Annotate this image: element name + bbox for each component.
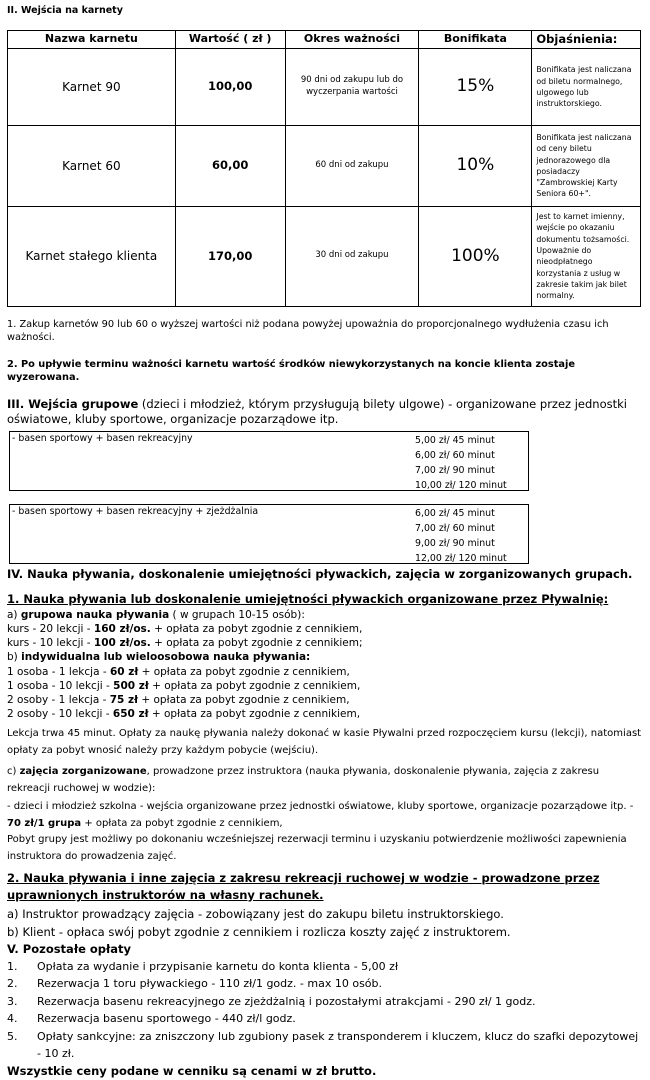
lesson-note: Lekcja trwa 45 minut. Opłaty za naukę pływania należy dokonać w kasie Pływalni przed rozpoczęciem kursu (lekcji), natomiast opłaty za pobyt wnosić należy przy każdym pobycie (wejściu). xyxy=(7,728,642,757)
item-text: , prowadzone przez instruktora (nauka pływania, doskonalenie pływania, zajęcia z zakresu rekreacji ruchowej w wodzie): xyxy=(7,766,600,794)
group-price: 7,00 zł/ 60 minut xyxy=(415,522,495,534)
pass-explanation: Jest to karnet imienny, wejście po okazaniu dokumentu tożsamości. Upoważnie do nieodpłatnego korzystania z usług w zakresie takim jak bilet normalny. xyxy=(532,206,641,306)
note-2: 2. Po upływie terminu ważności karnetu wartość środków niewykorzystanych na koncie klienta zostaje wyzerowana. xyxy=(7,359,576,384)
section-4-sub-2: 2. Nauka pływania i inne zajęcia z zakresu rekreacji ruchowej w wodzie - prowadzone przez uprawnionych instruktorów na własny rachunek. xyxy=(7,871,600,902)
item-text: + opłata za pobyt zgodnie z cennikiem, xyxy=(138,693,350,706)
group-price: 6,00 zł/ 45 minut xyxy=(415,507,495,519)
item-text: 1 osoba - 1 lekcja - xyxy=(7,665,110,678)
list-item xyxy=(7,622,642,636)
item-bold: grupowa nauka pływania xyxy=(20,608,170,621)
passes-table xyxy=(7,30,641,307)
final-note: Wszystkie ceny podane w cenniku są cenami w zł brutto. xyxy=(7,1063,377,1078)
instructor-notes xyxy=(7,906,642,941)
organized-classes xyxy=(7,764,642,797)
group-price: 5,00 zł/ 45 minut xyxy=(415,434,495,446)
item-text: 2 osoby - 10 lekcji - xyxy=(7,708,113,721)
table-header-row xyxy=(8,30,641,48)
list-item xyxy=(7,1010,642,1028)
item-text: Rezerwacja basenu rekreacyjnego ze zjeżdżalnią i pozostałymi atrakcjami - 290 zł/ 1 godz. xyxy=(37,994,536,1008)
pass-discount: 15% xyxy=(419,48,532,125)
pass-value: 170,00 xyxy=(175,206,285,306)
other-fees-list xyxy=(7,958,642,1063)
item-text: Rezerwacja 1 toru pływackiego - 110 zł/1 godz. - max 10 osób. xyxy=(37,977,383,991)
section-2-title: II. Wejścia na karnety xyxy=(7,5,123,16)
table-row xyxy=(8,206,641,306)
list-item xyxy=(7,608,642,622)
item-bold: indywidualna lub wieloosobowa nauka pływania: xyxy=(21,651,311,664)
organized-classes-item xyxy=(7,799,642,865)
pass-name: Karnet 90 xyxy=(8,48,176,125)
pass-value: 60,00 xyxy=(175,125,285,206)
list-item xyxy=(7,693,642,707)
header-discount: Bonifikata xyxy=(419,30,532,48)
section-5-title: V. Pozostałe opłaty xyxy=(7,941,132,956)
pass-validity: 30 dni od zakupu xyxy=(285,206,419,306)
item-text: + opłata za pobyt zgodnie z cennikiem, xyxy=(148,679,361,692)
swim-lessons-list xyxy=(7,608,642,722)
item-number: 2. xyxy=(7,977,18,991)
group-price-box xyxy=(9,504,529,564)
group-price: 9,00 zł/ 90 minut xyxy=(415,537,495,549)
pass-validity: 90 dni od zakupu lub do wyczerpania wartości xyxy=(285,48,419,125)
section-3-subtitle: (dzieci i młodzież, którym przysługują bilety ulgowe) - organizowane przez jednostki oświatowe, kluby sportowe, organizacje pozarządowe itp. xyxy=(7,396,627,427)
header-name: Nazwa karnetu xyxy=(8,30,176,48)
list-item xyxy=(7,650,642,664)
item-text: kurs - 10 lekcji - xyxy=(7,637,94,650)
section-4-sub-1: 1. Nauka pływania lub doskonalenie umiejętności pływackich organizowane przez Pływalnię: xyxy=(7,592,609,607)
item-text: + opłata za pobyt zgodnie z cennikiem, xyxy=(138,665,350,678)
group-price: 12,00 zł/ 120 minut xyxy=(415,552,507,564)
list-item xyxy=(7,1028,642,1063)
group-prices xyxy=(415,506,507,566)
section-3-title: III. Wejścia grupowe xyxy=(7,396,139,411)
header-value: Wartość ( zł ) xyxy=(175,30,285,48)
item-price: 160 zł/os. xyxy=(93,622,151,635)
pass-validity: 60 dni od zakupu xyxy=(285,125,419,206)
item-text: + opłata za pobyt zgodnie z cennikiem; xyxy=(150,637,363,650)
item-number: 1. xyxy=(7,959,18,973)
item-price: 100 zł/os. xyxy=(93,637,151,650)
list-item xyxy=(7,975,642,993)
list-item xyxy=(7,679,642,693)
item-text: + opłata za pobyt zgodnie z cennikiem, xyxy=(148,708,361,721)
note-1: 1. Zakup karnetów 90 lub 60 o wyższej wartości niż podana powyżej upoważnia do proporcjonalnego wydłużenia czasu ich ważności. xyxy=(7,318,609,344)
list-item xyxy=(7,958,642,976)
item-price: 500 zł xyxy=(113,679,149,692)
pass-discount: 10% xyxy=(419,125,532,206)
item-text: Opłata za wydanie i przypisanie karnetu do konta klienta - 5,00 zł xyxy=(37,959,399,973)
item-text: Rezerwacja basenu sportowego - 440 zł/l godz. xyxy=(37,1012,296,1026)
item-number: 4. xyxy=(7,1012,18,1026)
section-3-heading xyxy=(7,397,642,428)
item-price: 650 zł xyxy=(112,708,149,721)
item-prefix: b) xyxy=(7,651,22,664)
item-text: - dzieci i młodzież szkolna - wejścia organizowane przez jednostki oświatowe, kluby sportowe, organizacje pozarządowe itp. - xyxy=(7,801,634,813)
pass-value: 100,00 xyxy=(175,48,285,125)
item-bold: zajęcia zorganizowane xyxy=(19,766,147,778)
item-number: 3. xyxy=(7,994,18,1008)
item-text: Opłaty sankcyjne: za zniszczony lub zgubiony pasek z transponderem i kluczem, klucz do szafki depozytowej - 10 zł. xyxy=(37,1029,639,1061)
item-prefix: c) xyxy=(7,766,20,778)
item-price: 60 zł xyxy=(109,665,139,678)
list-item xyxy=(7,665,642,679)
item-price: 75 zł xyxy=(109,693,139,706)
table-row xyxy=(8,48,641,125)
item-text: + opłata za pobyt zgodnie z cennikiem, xyxy=(150,622,363,635)
group-price: 7,00 zł/ 90 minut xyxy=(415,464,495,476)
header-explanation: Objaśnienia: xyxy=(532,30,641,48)
pass-explanation: Bonifikata jest naliczana od biletu normalnego, ulgowego lub instruktorskiego. xyxy=(532,48,641,125)
pass-discount: 100% xyxy=(419,206,532,306)
group-price: 6,00 zł/ 60 minut xyxy=(415,449,495,461)
list-item xyxy=(7,993,642,1011)
group-label: - basen sportowy + basen rekreacyjny + zjeżdżalnia xyxy=(12,505,259,517)
item-text: 1 osoba - 10 lekcji - xyxy=(7,679,114,692)
pass-explanation: Bonifikata jest naliczana od ceny biletu jednorazowego dla posiadaczy "Zambrowskiej Karty Seniora 60+". xyxy=(532,125,641,206)
item-price: 70 zł/1 grupa xyxy=(7,817,82,829)
list-item xyxy=(7,707,642,721)
item-text: 2 osoby - 1 lekcja - xyxy=(7,693,110,706)
group-price-box xyxy=(9,431,529,491)
item-number: 5. xyxy=(7,1029,18,1043)
section-4-title: IV. Nauka pływania, doskonalenie umiejętności pływackich, zajęcia w zorganizowanych grupach. xyxy=(7,566,633,581)
group-price: 10,00 zł/ 120 minut xyxy=(415,479,507,491)
note-b: b) Klient - opłaca swój pobyt zgodnie z cennikiem i rozlicza koszty zajęć z instruktorem. xyxy=(7,924,511,939)
list-item xyxy=(7,636,642,650)
item-prefix: a) xyxy=(7,608,21,621)
note-a: a) Instruktor prowadzący zajęcia - zobowiązany jest do zakupu biletu instruktorskiego. xyxy=(7,907,504,922)
group-note: Pobyt grupy jest możliwy po dokonaniu wcześniejszej rezerwacji terminu i uzyskaniu potwierdzenie możliwości zapewnienia instruktora do prowadzenia zajęć. xyxy=(7,834,627,862)
header-validity: Okres ważności xyxy=(285,30,419,48)
pass-name: Karnet stałego klienta xyxy=(8,206,176,306)
item-text: + opłata za pobyt zgodnie z cennikiem, xyxy=(81,817,283,829)
table-row xyxy=(8,125,641,206)
item-text: kurs - 20 lekcji - xyxy=(7,622,94,635)
group-label: - basen sportowy + basen rekreacyjny xyxy=(12,432,193,444)
item-text: ( w grupach 10-15 osób): xyxy=(169,608,305,621)
pass-name: Karnet 60 xyxy=(8,125,176,206)
group-prices xyxy=(415,433,507,493)
